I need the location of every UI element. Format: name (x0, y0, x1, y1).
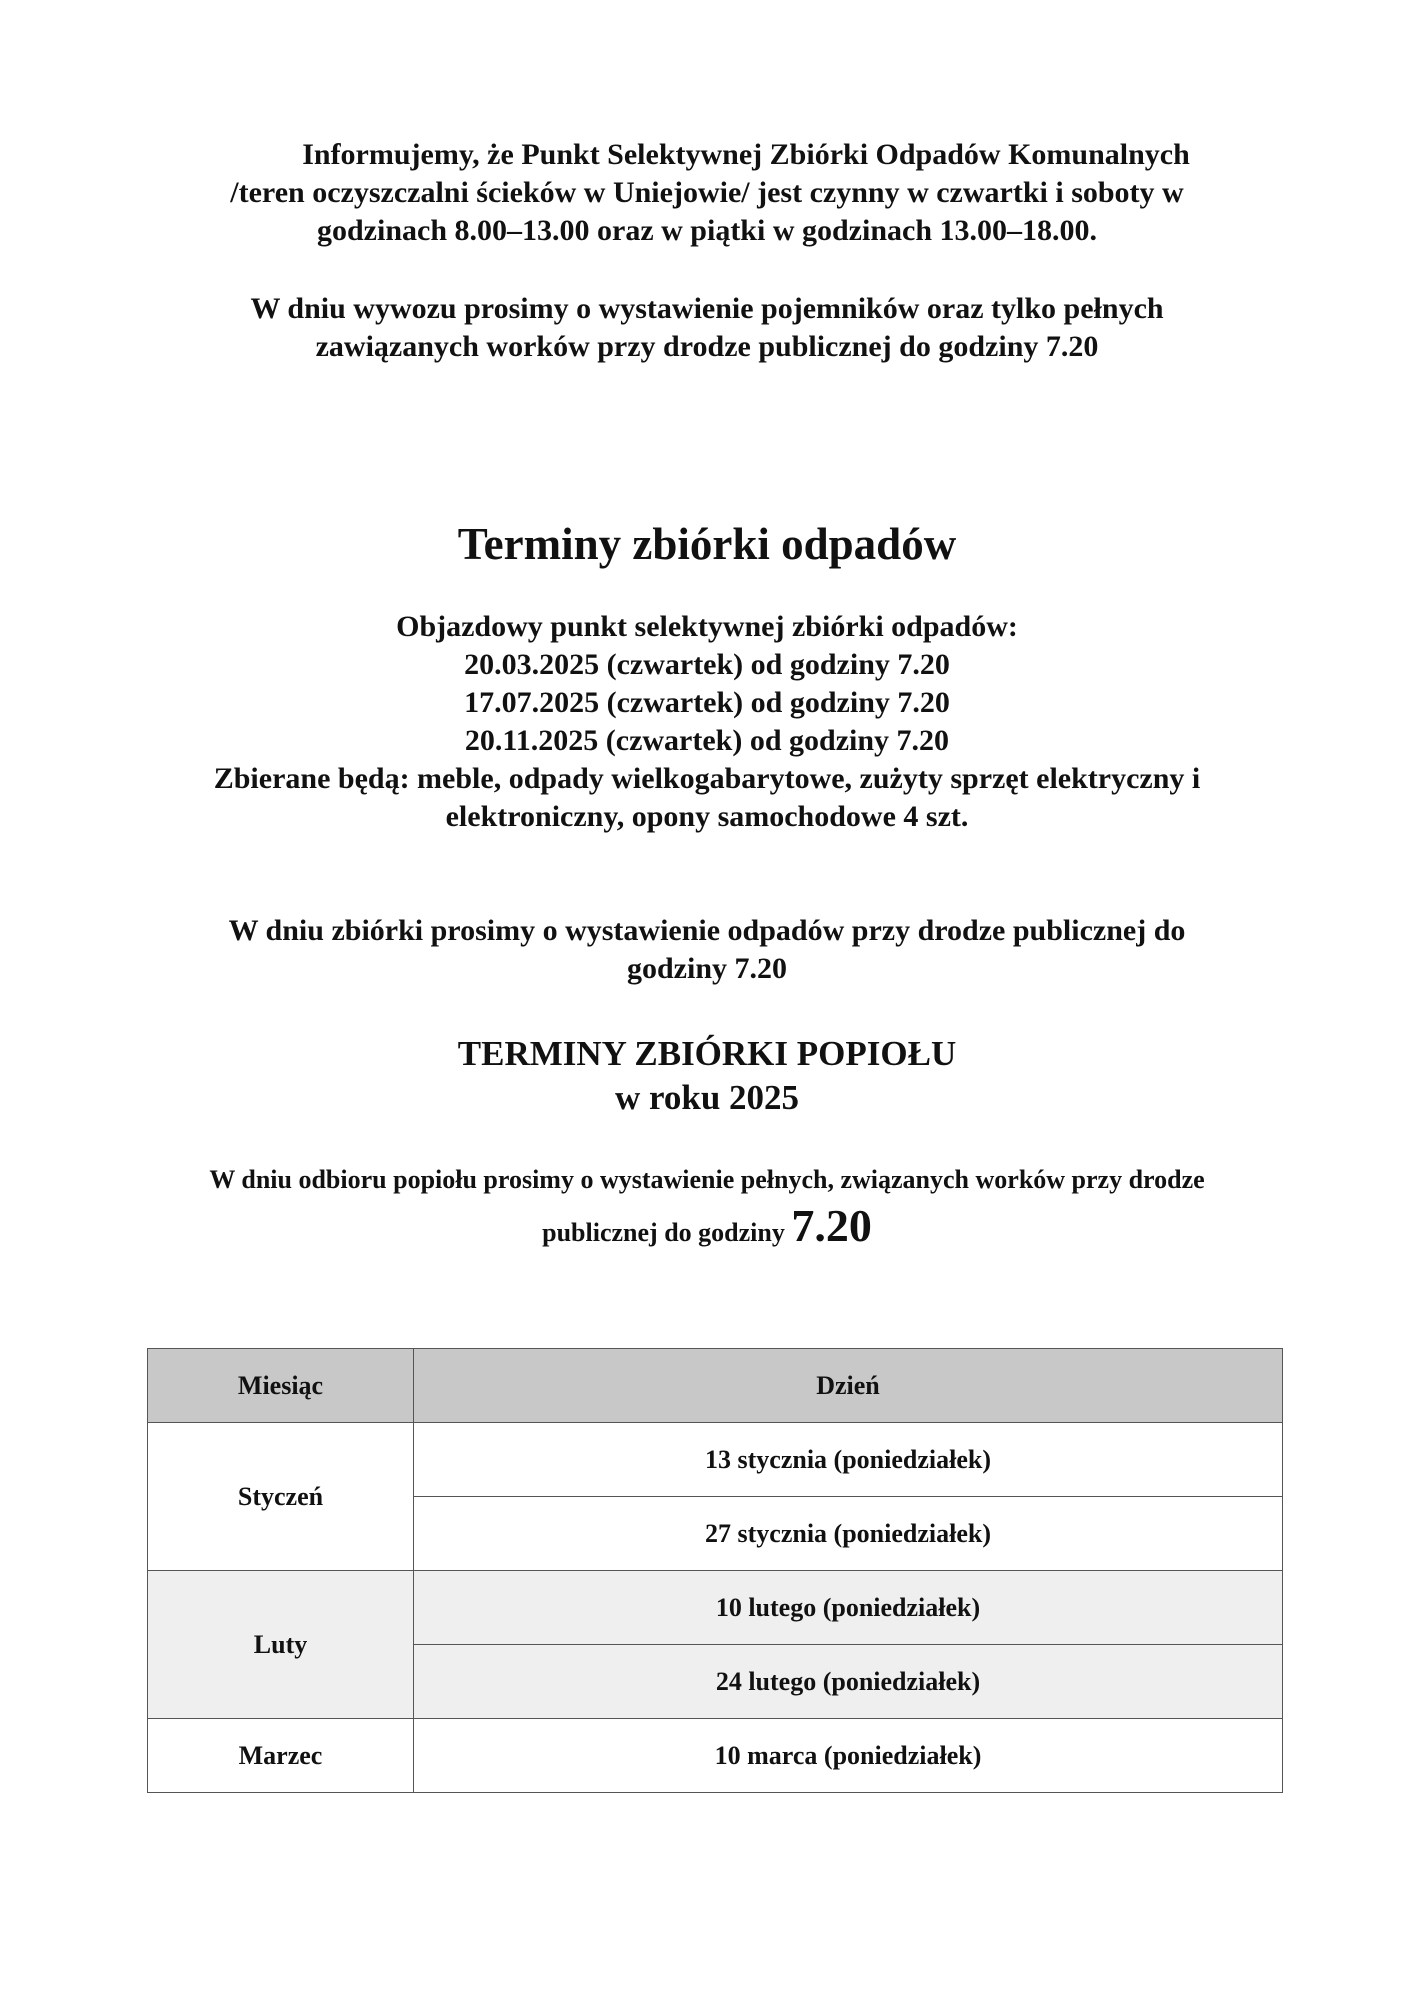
page-title: Terminy zbiórki odpadów (457, 519, 957, 569)
day-cell: 13 stycznia (poniedziałek) (414, 1423, 1283, 1497)
intro-paragraph (0, 136, 1414, 250)
bins-notice-line-1: W dniu wywozu prosimy o wystawienie pojemników oraz tylko pełnych (250, 292, 1164, 325)
month-column-header: Miesiąc (148, 1349, 414, 1423)
mobile-point-date: 17.07.2025 (czwartek) od godziny 7.20 (464, 686, 950, 719)
bins-notice (0, 290, 1414, 366)
intro-line-2: /teren oczyszczalni ścieków w Uniejowie/ jest czynny w czwartki i soboty w (230, 176, 1184, 209)
ash-notice-time: 7.20 (791, 1200, 872, 1251)
intro-line-1: Informujemy, że Punkt Selektywnej Zbiórki Odpadów Komunalnych (302, 138, 1190, 171)
day-cell: 24 lutego (poniedziałek) (414, 1645, 1283, 1719)
table-row (148, 1571, 1283, 1645)
day-cell: 10 marca (poniedziałek) (414, 1719, 1283, 1793)
collected-items-line-2: elektroniczny, opony samochodowe 4 szt. (445, 800, 969, 833)
mobile-collection-point (0, 608, 1414, 836)
table-header-row (148, 1349, 1283, 1423)
collection-notice-line-1: W dniu zbiórki prosimy o wystawienie odpadów przy drodze publicznej do (228, 914, 1186, 947)
day-cell: 27 stycznia (poniedziałek) (414, 1497, 1283, 1571)
mobile-point-date: 20.03.2025 (czwartek) od godziny 7.20 (464, 648, 950, 681)
ash-notice (0, 1162, 1414, 1261)
day-cell: 10 lutego (poniedziałek) (414, 1571, 1283, 1645)
month-cell: Styczeń (148, 1423, 414, 1571)
table-row (148, 1719, 1283, 1793)
ash-title-line-1: TERMINY ZBIÓRKI POPIOŁU (457, 1034, 957, 1073)
collection-notice (0, 912, 1414, 988)
month-cell: Marzec (148, 1719, 414, 1793)
collection-notice-line-2: godziny 7.20 (626, 952, 788, 985)
ash-notice-line-2: publicznej do godziny (542, 1218, 785, 1247)
table-row (148, 1423, 1283, 1497)
ash-title-line-2: w roku 2025 (614, 1078, 800, 1117)
day-column-header: Dzień (414, 1349, 1283, 1423)
month-cell: Luty (148, 1571, 414, 1719)
ash-notice-line-1: W dniu odbioru popiołu prosimy o wystawienie pełnych, związanych worków przy drodze (209, 1165, 1205, 1194)
ash-section-title (0, 1032, 1414, 1120)
ash-schedule-table (147, 1348, 1283, 1793)
mobile-point-date: 20.11.2025 (czwartek) od godziny 7.20 (464, 724, 950, 757)
intro-line-3: godzinach 8.00–13.00 oraz w piątki w godzinach 13.00–18.00. (316, 214, 1098, 247)
bins-notice-line-2: zawiązanych worków przy drodze publicznej do godziny 7.20 (315, 330, 1099, 363)
collected-items-line-1: Zbierane będą: meble, odpady wielkogabarytowe, zużyty sprzęt elektryczny i (213, 762, 1201, 795)
mobile-point-heading: Objazdowy punkt selektywnej zbiórki odpadów: (396, 610, 1018, 643)
